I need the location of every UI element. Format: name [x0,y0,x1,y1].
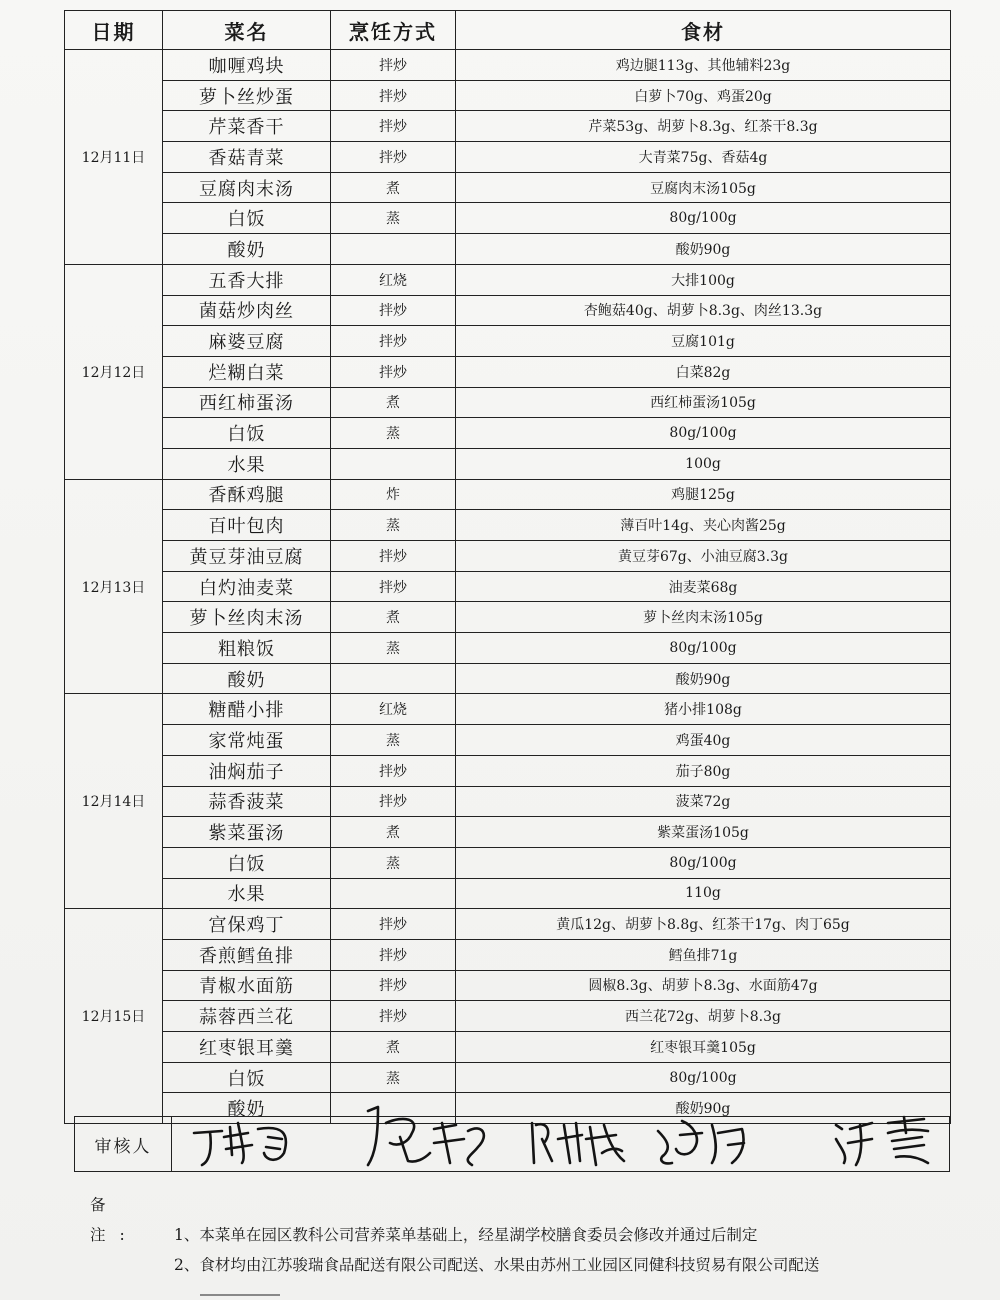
method-cell: 拌炒 [331,755,456,786]
dish-cell: 香煎鳕鱼排 [163,939,331,970]
method-cell [331,234,456,265]
table-row [65,326,951,357]
method-cell: 拌炒 [331,909,456,940]
method-cell: 拌炒 [331,50,456,81]
dish-cell: 酸奶 [163,234,331,265]
ingredients-cell: 杏鲍菇40g、胡萝卜8.3g、肉丝13.3g [456,295,951,326]
table-row [65,295,951,326]
method-cell: 拌炒 [331,295,456,326]
table-row [65,510,951,541]
dish-cell: 麻婆豆腐 [163,326,331,357]
method-cell: 煮 [331,387,456,418]
ingredients-cell: 80g/100g [456,847,951,878]
ingredients-cell: 鳕鱼排71g [456,939,951,970]
ingredients-cell: 紫菜蛋汤105g [456,817,951,848]
table-row [65,111,951,142]
handwritten-signatures [172,1103,952,1183]
method-cell: 拌炒 [331,111,456,142]
reviewer-label: 审核人 [75,1117,172,1172]
dish-cell: 芹菜香干 [163,111,331,142]
ingredients-cell: 80g/100g [456,1062,951,1093]
dish-cell: 糖醋小排 [163,694,331,725]
dish-cell: 家常炖蛋 [163,725,331,756]
dish-cell: 西红柿蛋汤 [163,387,331,418]
date-cell: 12月14日 [65,694,163,909]
method-cell [331,663,456,694]
table-row [65,172,951,203]
table-row [65,418,951,449]
method-cell: 煮 [331,817,456,848]
table-row [65,1062,951,1093]
dish-cell: 白饭 [163,203,331,234]
notes-text-2: 2、食材均由江苏骏瑞食品配送有限公司配送、水果由苏州工业园区同健科技贸易有限公司配送 [174,1256,820,1274]
table-row [65,50,951,81]
notes-section [90,1190,819,1280]
ingredients-cell: 薄百叶14g、夹心肉酱25g [456,510,951,541]
date-cell: 12月13日 [65,479,163,694]
ingredients-cell: 酸奶90g [456,663,951,694]
method-cell: 蒸 [331,203,456,234]
page-edge-mark [200,1294,280,1296]
ingredients-cell: 酸奶90g [456,1093,951,1124]
method-cell: 拌炒 [331,1001,456,1032]
header-ingredients: 食材 [456,11,951,50]
table-row [65,786,951,817]
ingredients-cell: 猪小排108g [456,694,951,725]
ingredients-cell: 芹菜53g、胡萝卜8.3g、红茶干8.3g [456,111,951,142]
dish-cell: 油焖茄子 [163,755,331,786]
ingredients-cell: 黄瓜12g、胡萝卜8.8g、红茶干17g、肉丁65g [456,909,951,940]
ingredients-cell: 大排100g [456,264,951,295]
method-cell: 拌炒 [331,541,456,572]
ingredients-cell: 茄子80g [456,755,951,786]
table-row [65,80,951,111]
date-cell: 12月15日 [65,909,163,1124]
table-row [65,970,951,1001]
ingredients-cell: 豆腐101g [456,326,951,357]
method-cell: 蒸 [331,633,456,664]
method-cell: 蒸 [331,1062,456,1093]
method-cell: 拌炒 [331,571,456,602]
table-row [65,725,951,756]
dish-cell: 白灼油麦菜 [163,571,331,602]
ingredients-cell: 100g [456,448,951,479]
ingredients-cell: 酸奶90g [456,234,951,265]
ingredients-cell: 大青菜75g、香菇4g [456,142,951,173]
dish-cell: 萝卜丝炒蛋 [163,80,331,111]
method-cell [331,448,456,479]
dish-cell: 宫保鸡丁 [163,909,331,940]
header-dish: 菜名 [163,11,331,50]
table-row [65,387,951,418]
dish-cell: 青椒水面筋 [163,970,331,1001]
table-row [65,142,951,173]
ingredients-cell: 鸡蛋40g [456,725,951,756]
ingredients-cell: 圆椒8.3g、胡萝卜8.3g、水面筋47g [456,970,951,1001]
table-row [65,356,951,387]
table-row [65,633,951,664]
notes-text-1: 1、本菜单在园区教科公司营养菜单基础上，经星湖学校膳食委员会修改并通过后制定 [174,1226,758,1244]
method-cell: 蒸 [331,418,456,449]
dish-cell: 咖喱鸡块 [163,50,331,81]
dish-cell: 水果 [163,878,331,909]
method-cell: 拌炒 [331,80,456,111]
ingredients-cell: 萝卜丝肉末汤105g [456,602,951,633]
table-row [65,878,951,909]
method-cell: 拌炒 [331,786,456,817]
dish-cell: 烂糊白菜 [163,356,331,387]
date-cell: 12月12日 [65,264,163,479]
ingredients-cell: 110g [456,878,951,909]
dish-cell: 红枣银耳羹 [163,1032,331,1063]
table-row [65,203,951,234]
table-row [65,939,951,970]
table-row [65,541,951,572]
method-cell: 拌炒 [331,939,456,970]
ingredients-cell: 白萝卜70g、鸡蛋20g [456,80,951,111]
dish-cell: 白饭 [163,418,331,449]
dish-cell: 白饭 [163,847,331,878]
dish-cell: 蒜香菠菜 [163,786,331,817]
method-cell: 蒸 [331,510,456,541]
table-row [65,694,951,725]
method-cell: 煮 [331,602,456,633]
dish-cell: 蒜蓉西兰花 [163,1001,331,1032]
dish-cell: 香菇青菜 [163,142,331,173]
notes-label: 备 注: [90,1196,139,1244]
ingredients-cell: 菠菜72g [456,786,951,817]
method-cell [331,878,456,909]
table-row [65,602,951,633]
table-row [65,234,951,265]
dish-cell: 豆腐肉末汤 [163,172,331,203]
dish-cell: 酸奶 [163,1093,331,1124]
ingredients-cell: 西兰花72g、胡萝卜8.3g [456,1001,951,1032]
ingredients-cell: 西红柿蛋汤105g [456,387,951,418]
dish-cell: 白饭 [163,1062,331,1093]
signature-area [172,1117,950,1172]
ingredients-cell: 红枣银耳羹105g [456,1032,951,1063]
dish-cell: 酸奶 [163,663,331,694]
dish-cell: 菌菇炒肉丝 [163,295,331,326]
table-row [65,264,951,295]
method-cell: 蒸 [331,725,456,756]
reviewer-row [74,1116,950,1172]
dish-cell: 萝卜丝肉末汤 [163,602,331,633]
table-row [65,448,951,479]
table-row [65,479,951,510]
ingredients-cell: 鸡边腿113g、其他辅料23g [456,50,951,81]
dish-cell: 香酥鸡腿 [163,479,331,510]
menu-table [64,10,951,1124]
table-row [65,817,951,848]
dish-cell: 水果 [163,448,331,479]
dish-cell: 黄豆芽油豆腐 [163,541,331,572]
method-cell: 拌炒 [331,142,456,173]
notes-line-2 [90,1250,819,1280]
table-row [65,1001,951,1032]
header-method: 烹饪方式 [331,11,456,50]
ingredients-cell: 豆腐肉末汤105g [456,172,951,203]
notes-line-1 [90,1190,819,1250]
table-row [65,909,951,940]
method-cell: 拌炒 [331,970,456,1001]
method-cell: 红烧 [331,694,456,725]
method-cell: 煮 [331,172,456,203]
header-row [65,11,951,50]
ingredients-cell: 80g/100g [456,203,951,234]
dish-cell: 百叶包肉 [163,510,331,541]
ingredients-cell: 80g/100g [456,418,951,449]
ingredients-cell: 鸡腿125g [456,479,951,510]
dish-cell: 紫菜蛋汤 [163,817,331,848]
dish-cell: 粗粮饭 [163,633,331,664]
table-row [65,847,951,878]
table-row [65,571,951,602]
date-cell: 12月11日 [65,50,163,265]
header-date: 日期 [65,11,163,50]
ingredients-cell: 80g/100g [456,633,951,664]
method-cell: 拌炒 [331,326,456,357]
ingredients-cell: 白菜82g [456,356,951,387]
menu-body [65,50,951,1124]
ingredients-cell: 油麦菜68g [456,571,951,602]
dish-cell: 五香大排 [163,264,331,295]
table-row [65,755,951,786]
method-cell: 煮 [331,1032,456,1063]
method-cell: 拌炒 [331,356,456,387]
ingredients-cell: 黄豆芽67g、小油豆腐3.3g [456,541,951,572]
method-cell: 蒸 [331,847,456,878]
table-row [65,663,951,694]
method-cell: 红烧 [331,264,456,295]
method-cell: 炸 [331,479,456,510]
table-row [65,1032,951,1063]
